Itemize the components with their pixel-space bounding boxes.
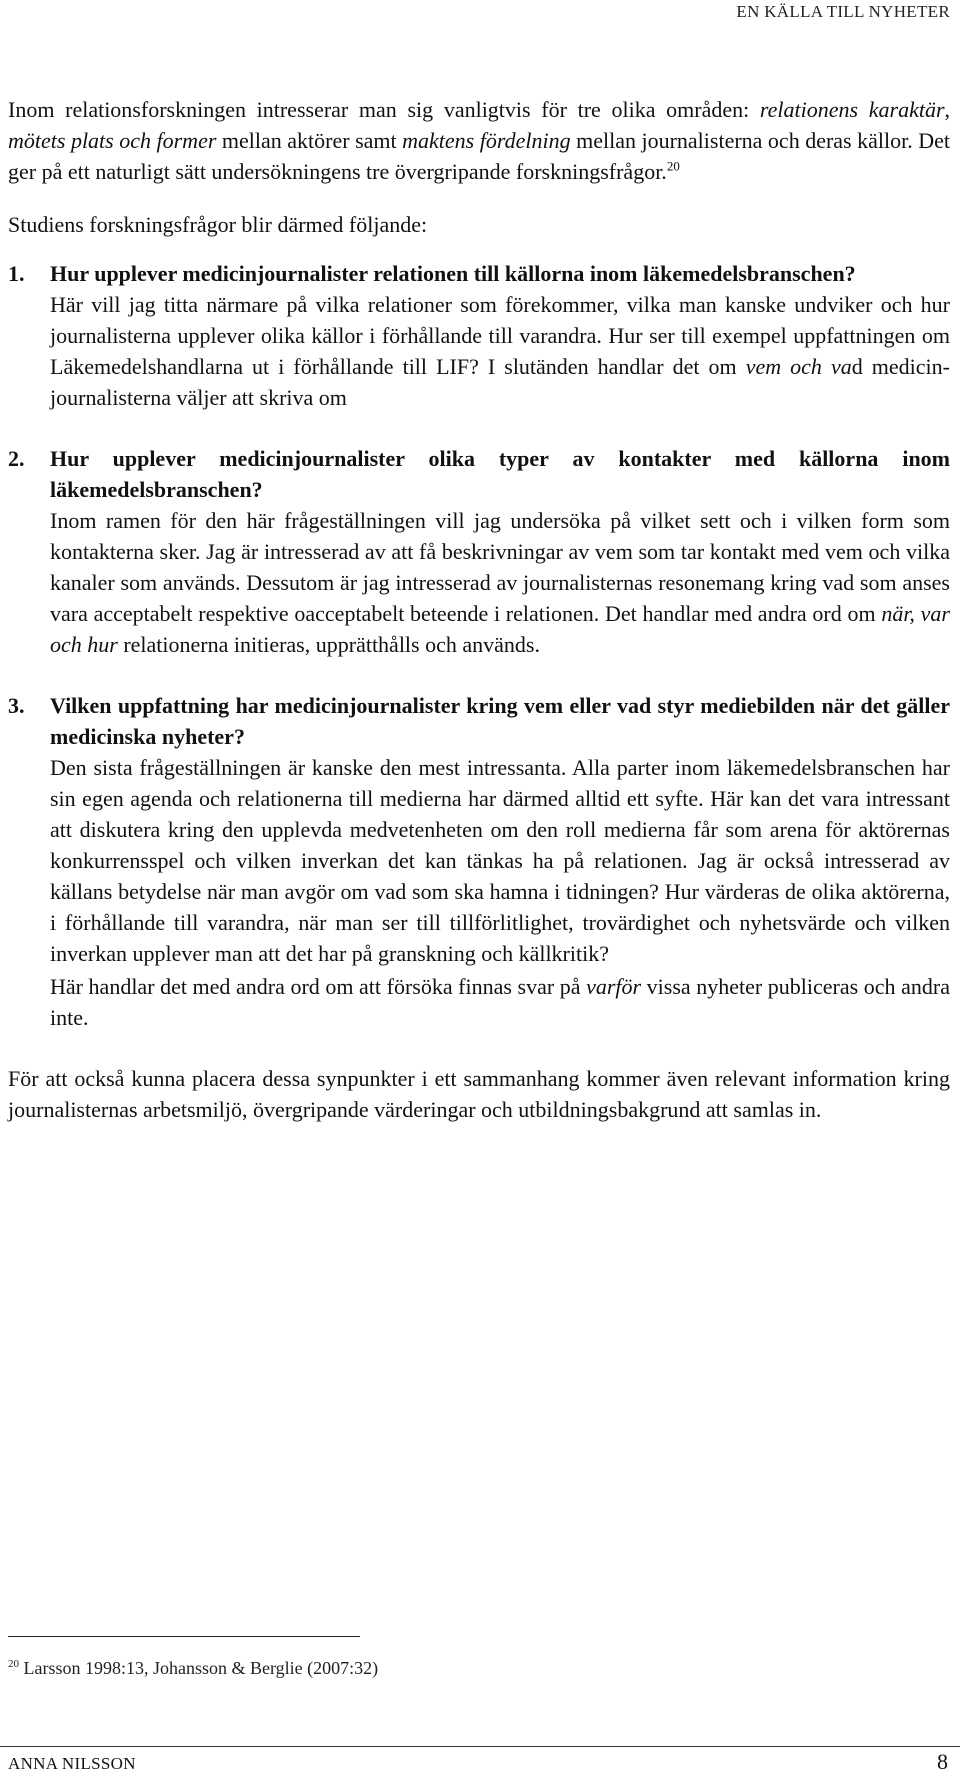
body-italic: när, var och hur: [50, 601, 950, 657]
body-text: vissa nyheter publiceras och andra inte.: [50, 974, 950, 1030]
body-text: Här handlar det med andra ord om att försöka finnas svar på: [50, 974, 587, 999]
question-body-2: [50, 971, 950, 1033]
question-body: Den sista frågeställningen är kanske den mest intressanta. Alla parter inom läkemedelsbranschen har sin egen agenda och relationerna till medierna har därmed alltid ett syfte. Här kan det vara intressant att diskutera kring den upplevda medvetenheten om den roll medierna får som arena för aktörernas konkurrensspel och vilken inverkan det kan tänkas ha på relationen. Jag är också intresserad av källans betydelse när man avgör om vad som ska hamna i tidningen? Hur värderas de olika aktörerna, i förhållande till varandra, när man ser till tillförlitlighet, trovärdighet och nyhetsvärde och vilken inverkan upplever man att det har på granskning och källkritik?: [50, 755, 950, 966]
intro-text-2: ,: [944, 97, 951, 122]
intro-italic-2: mötets plats och former: [8, 128, 217, 153]
question-number: 1.: [8, 261, 25, 286]
page-number: 8: [937, 1749, 948, 1774]
intro-text-3: mellan aktörer samt: [216, 128, 403, 153]
body-text: relationerna initieras, upprätthålls och används.: [117, 632, 540, 657]
footnote-divider: [8, 1636, 360, 1637]
footer-author: ANNA NILSSON: [8, 1754, 136, 1773]
question-body: [50, 505, 950, 660]
running-header: EN KÄLLA TILL NYHETER: [736, 2, 950, 21]
footnote-text: Larsson 1998:13, Johansson & Berglie (2007:32): [19, 1658, 379, 1678]
question-title: Hur upplever medicinjournalister olika typer av kontakter med källorna inom läkemedelsbranschen?: [50, 446, 950, 502]
question-number: 2.: [8, 446, 25, 471]
research-question-2: [8, 443, 950, 660]
closing-paragraph: För att också kunna placera dessa synpunkter i ett sammanhang kommer även relevant information kring journalisternas arbetsmiljö, övergripande värderingar och utbildningsbakgrund att samlas in.: [8, 1066, 950, 1122]
body-content: [8, 94, 950, 1125]
body-italic: vem och va: [745, 354, 852, 379]
footer-divider: [0, 1746, 960, 1747]
lead-sentence: Studiens forskningsfrågor blir därmed följande:: [8, 212, 428, 237]
footnote-number: 20: [8, 1658, 19, 1670]
body-italic: varför: [586, 974, 642, 999]
research-question-3: [8, 690, 950, 1033]
body-text: Här vill jag titta närmare på vilka relationer som förekommer, vilka man kanske undviker och hur journalisterna upplever olika källor i förhållande till varandra. Hur ser till exempel uppfattningen om Läkemedelshandlarna ut i förhållande till LIF? I slutänden handlar det om: [50, 292, 950, 379]
intro-italic-3: maktens fördelning: [402, 128, 571, 153]
intro-text-4: mellan journalisterna och deras källor. Det ger på ett naturligt sätt undersökningens tre övergripande forskningsfrågor.: [8, 128, 950, 184]
footnote: [8, 1656, 378, 1680]
question-number: 3.: [8, 693, 25, 718]
body-text: d medicin-journalisterna väljer att skriva om: [50, 354, 950, 410]
question-title: Hur upplever medicinjournalister relationen till källorna inom läkemedelsbranschen?: [50, 261, 856, 286]
body-text: Inom ramen för den här frågeställningen vill jag undersöka på vilket sett och i vilken form som kontakterna sker. Jag är intresserad av att få beskrivningar av vem som tar kontakt med vem och vilka kanaler som används. Dessutom är jag intresserad av journalisternas resonemang kring vad som anses vara acceptabelt respektive oacceptabelt beteende i relationen. Det handlar med andra ord om: [50, 508, 950, 626]
intro-italic-1: relationens karaktär: [759, 97, 945, 122]
research-question-1: [8, 258, 950, 413]
intro-text-1: Inom relationsforskningen intresserar man sig vanligtvis för tre olika områden:: [8, 97, 760, 122]
question-body: [50, 289, 950, 413]
intro-paragraph: [8, 94, 950, 187]
question-title: Vilken uppfattning har medicinjournalister kring vem eller vad styr mediebilden när det gäller medicinska nyheter?: [50, 693, 950, 749]
footnote-reference[interactable]: 20: [666, 158, 680, 174]
